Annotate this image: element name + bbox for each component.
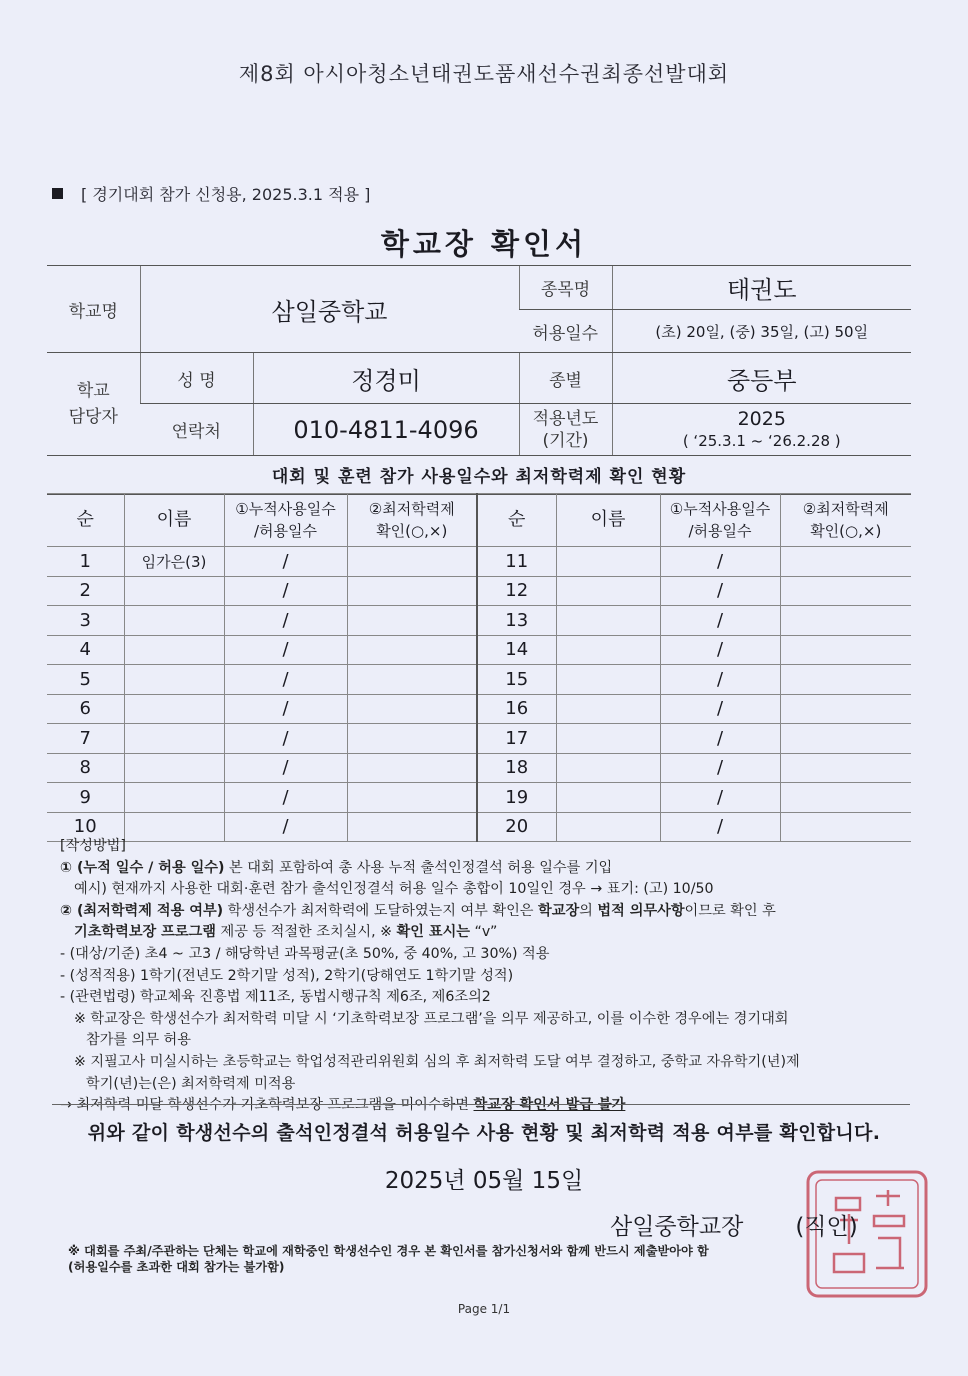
school-label: 학교명 xyxy=(47,266,140,353)
note-2-t1: 학생선수가 최저학력에 도달하였는지 여부 확인은 xyxy=(223,902,539,919)
row-name: 임가은(3) xyxy=(124,547,224,577)
note-5: - (관련법령) 학교체육 진흥법 제11조, 동법시행규칙 제6조, 제6조의2 xyxy=(60,989,491,1006)
note-1 xyxy=(60,858,910,880)
note-7: ※ 지필고사 미실시하는 초등학교는 학업성적관리위원회 심의 후 최저학력 도달 여부 결정하고, 중학교 자유학기(년)제 xyxy=(74,1053,800,1070)
year-label-line1: 적용년도 xyxy=(532,408,599,429)
row-min-check-right xyxy=(780,665,911,695)
signer xyxy=(610,1208,858,1241)
days-label: 허용일수 xyxy=(519,310,612,353)
row-min-check xyxy=(347,635,477,665)
row-min-check xyxy=(347,547,477,577)
name-label: 성 명 xyxy=(140,353,253,404)
note-6: ※ 학교장은 학생선수가 최저학력 미달 시 ‘기초학력보장 프로그램’을 의무 제공하고, 이를 이수한 경우에는 경기대회 xyxy=(74,1010,789,1027)
row-min-check xyxy=(347,694,477,724)
row-number-right: 16 xyxy=(477,694,556,724)
contact-value: 010-4811-4096 xyxy=(253,404,519,456)
note-2-b3: 법적 의무사항 xyxy=(597,902,685,919)
row-min-check-right xyxy=(780,694,911,724)
note-7-cont: 학기(년)는(은) 최저학력제 미적용 xyxy=(86,1075,296,1092)
row-number-right: 20 xyxy=(477,812,556,842)
issue-date: 2025년 05월 15일 xyxy=(384,1168,584,1194)
row-name-right xyxy=(556,547,660,577)
row-number-right: 12 xyxy=(477,576,556,606)
instructions xyxy=(60,836,910,1117)
header-days-right-line2: /허용일수 xyxy=(688,522,752,540)
row-name xyxy=(124,665,224,695)
info-table xyxy=(47,265,911,456)
row-name-right xyxy=(556,606,660,636)
signer-name: 삼일중학교장 xyxy=(610,1214,744,1240)
note-1-text: 본 대회 포함하여 총 사용 누적 출석인정결석 허용 일수를 기입 xyxy=(224,859,613,876)
row-days: / xyxy=(224,724,347,754)
row-number: 4 xyxy=(47,635,124,665)
header-min xyxy=(347,494,477,547)
row-min-check-right xyxy=(780,783,911,813)
days-value: (초) 20일, (중) 35일, (고) 50일 xyxy=(612,310,911,353)
name-value: 정경미 xyxy=(253,353,519,404)
table-row xyxy=(47,665,911,695)
header-min-right xyxy=(780,494,911,547)
row-name-right xyxy=(556,694,660,724)
row-min-check-right xyxy=(780,635,911,665)
header-no-right: 순 xyxy=(477,494,556,547)
form-note-text: [ 경기대회 참가 신청용, 2025.3.1 적용 ] xyxy=(81,185,371,204)
period-value: ( ‘25.3.1 ~ ‘26.2.28 ) xyxy=(682,431,841,450)
instructions-heading: [작성방법] xyxy=(60,838,126,854)
row-name-right xyxy=(556,753,660,783)
table-row xyxy=(47,753,911,783)
header-days-line2: /허용일수 xyxy=(253,522,317,540)
usage-table xyxy=(47,493,911,842)
row-days-right: / xyxy=(660,547,780,577)
row-number: 8 xyxy=(47,753,124,783)
row-name xyxy=(124,694,224,724)
note-1-example: 예시) 현재까지 사용한 대회·훈련 참가 출석인정결석 허용 일수 총합이 10일인 경우 → 표기: (고) 10/50 xyxy=(74,881,714,898)
note-2-b4: 기초학력보장 프로그램 xyxy=(74,924,216,941)
header-days-right-line1: ①누적사용일수 xyxy=(669,500,771,518)
year-value: 2025 xyxy=(737,407,786,430)
note-4: - (성적적용) 1학기(전년도 2학기말 성적), 2학기(당해연도 1학기말 성적) xyxy=(60,967,514,984)
row-min-check xyxy=(347,576,477,606)
school-value: 삼일중학교 xyxy=(140,266,519,353)
row-days-right: / xyxy=(660,694,780,724)
row-number: 6 xyxy=(47,694,124,724)
row-min-check-right xyxy=(780,724,911,754)
division-value: 중등부 xyxy=(612,353,911,404)
row-number: 1 xyxy=(47,547,124,577)
note-8 xyxy=(60,1095,910,1117)
note-2-t5: “v” xyxy=(469,924,498,941)
row-name-right xyxy=(556,635,660,665)
sport-label: 종목명 xyxy=(519,266,612,310)
row-days: / xyxy=(224,606,347,636)
row-name-right xyxy=(556,665,660,695)
table-row xyxy=(47,606,911,636)
header-min-line1: ②최저학력제 xyxy=(368,500,455,518)
header-min-right-line2: 확인(○,×) xyxy=(810,522,882,540)
row-number: 5 xyxy=(47,665,124,695)
table-row xyxy=(47,547,911,577)
row-name-right xyxy=(556,576,660,606)
row-days: / xyxy=(224,665,347,695)
row-min-check xyxy=(347,783,477,813)
row-name-right xyxy=(556,724,660,754)
note-8-underlined: 학교장 확인서 발급 불가 xyxy=(473,1097,626,1114)
sport-value: 태권도 xyxy=(612,266,911,310)
row-number: 3 xyxy=(47,606,124,636)
row-number-right: 17 xyxy=(477,724,556,754)
table-header-row xyxy=(47,494,911,547)
note-1-bold: ① (누적 일수 / 허용 일수) xyxy=(60,859,225,876)
row-days: / xyxy=(224,694,347,724)
row-number-right: 11 xyxy=(477,547,556,577)
note-2-cont xyxy=(60,922,910,944)
row-name xyxy=(124,783,224,813)
row-min-check-right xyxy=(780,606,911,636)
row-days: / xyxy=(224,547,347,577)
row-min-check-right xyxy=(780,576,911,606)
confirmation-statement: 위와 같이 학생선수의 출석인정결석 허용일수 사용 현황 및 최저학력 적용 여부를 확인합니다. xyxy=(87,1122,881,1144)
row-days-right: / xyxy=(660,724,780,754)
note-6-cont: 참가를 의무 허용 xyxy=(86,1032,191,1049)
table-row xyxy=(47,724,911,754)
row-number: 2 xyxy=(47,576,124,606)
row-days-right: / xyxy=(660,576,780,606)
row-number-right: 13 xyxy=(477,606,556,636)
row-name-right xyxy=(556,783,660,813)
row-number-right: 14 xyxy=(477,635,556,665)
row-days-right: / xyxy=(660,606,780,636)
bullet-square-icon xyxy=(52,188,63,199)
row-number-right: 18 xyxy=(477,753,556,783)
row-days-right: / xyxy=(660,783,780,813)
year-label xyxy=(519,404,612,456)
header-days-line1: ①누적사용일수 xyxy=(235,500,336,518)
table-row xyxy=(47,783,911,813)
header-no: 순 xyxy=(47,494,124,547)
note-2 xyxy=(60,901,910,923)
form-note xyxy=(52,182,370,205)
row-min-check-right xyxy=(780,547,911,577)
row-min-check xyxy=(347,606,477,636)
row-min-check xyxy=(347,724,477,754)
divider xyxy=(52,1104,910,1105)
row-name xyxy=(124,606,224,636)
row-days: / xyxy=(224,753,347,783)
row-days-right: / xyxy=(660,812,780,842)
header-min-right-line1: ②최저학력제 xyxy=(802,500,889,518)
row-number: 9 xyxy=(47,783,124,813)
note-2-t3: 이므로 확인 후 xyxy=(684,902,776,919)
year-cell xyxy=(612,404,911,456)
row-min-check-right xyxy=(780,753,911,783)
note-2-b5: 확인 표시는 xyxy=(396,924,470,941)
signer-seal-label: (직인) xyxy=(795,1214,858,1240)
row-days: / xyxy=(224,576,347,606)
header-days xyxy=(224,494,347,547)
row-min-check xyxy=(347,665,477,695)
row-days: / xyxy=(224,635,347,665)
table-row xyxy=(47,576,911,606)
header-min-line2: 확인(○,×) xyxy=(376,522,448,540)
note-2-t2: 의 xyxy=(579,902,598,919)
event-title: 제8회 아시아청소년태권도품새선수권최종선발대회 xyxy=(238,62,730,86)
footnote: ※ 대회를 주최/주관하는 단체는 학교에 재학중인 학생선수인 경우 본 확인서를 참가신청서와 함께 반드시 제출받아야 함 (허용일수를 초과한 대회 참가는 불가함) xyxy=(68,1244,709,1274)
row-number-right: 15 xyxy=(477,665,556,695)
section-title: 대회 및 훈련 참가 사용일수와 최저학력제 확인 현황 xyxy=(47,460,911,495)
division-label: 종별 xyxy=(519,353,612,404)
table-row xyxy=(47,635,911,665)
row-days: / xyxy=(224,812,347,842)
row-days-right: / xyxy=(660,635,780,665)
note-3: - (대상/기준) 초4 ~ 고3 / 해당학년 과목평균(초 50%, 중 40%, 고 30%) 적용 xyxy=(60,945,550,962)
page-number: Page 1/1 xyxy=(457,1302,511,1316)
row-name xyxy=(124,753,224,783)
row-number-right: 19 xyxy=(477,783,556,813)
year-label-line2: (기간) xyxy=(542,430,589,451)
row-days-right: / xyxy=(660,753,780,783)
contact-label: 연락처 xyxy=(140,404,253,456)
row-days: / xyxy=(224,783,347,813)
row-number: 10 xyxy=(47,812,124,842)
header-days-right xyxy=(660,494,780,547)
note-2-t4: 제공 등 적절한 조치실시, ※ xyxy=(216,924,397,941)
row-min-check xyxy=(347,753,477,783)
row-number: 7 xyxy=(47,724,124,754)
note-2-bold: ② (최저학력제 적용 여부) xyxy=(60,902,224,919)
header-name: 이름 xyxy=(124,494,224,547)
header-name-right: 이름 xyxy=(556,494,660,547)
note-8-text: → 최저학력 미달 학생선수가 기초학력보장 프로그램을 미이수하면 xyxy=(60,1097,474,1114)
row-name xyxy=(124,635,224,665)
row-name xyxy=(124,576,224,606)
document-title: 학교장 확인서 xyxy=(380,227,588,261)
manager-label: 학교 담당자 xyxy=(47,353,140,456)
note-2-b2: 학교장 xyxy=(538,902,580,919)
row-days-right: / xyxy=(660,665,780,695)
table-row xyxy=(47,694,911,724)
row-name xyxy=(124,724,224,754)
